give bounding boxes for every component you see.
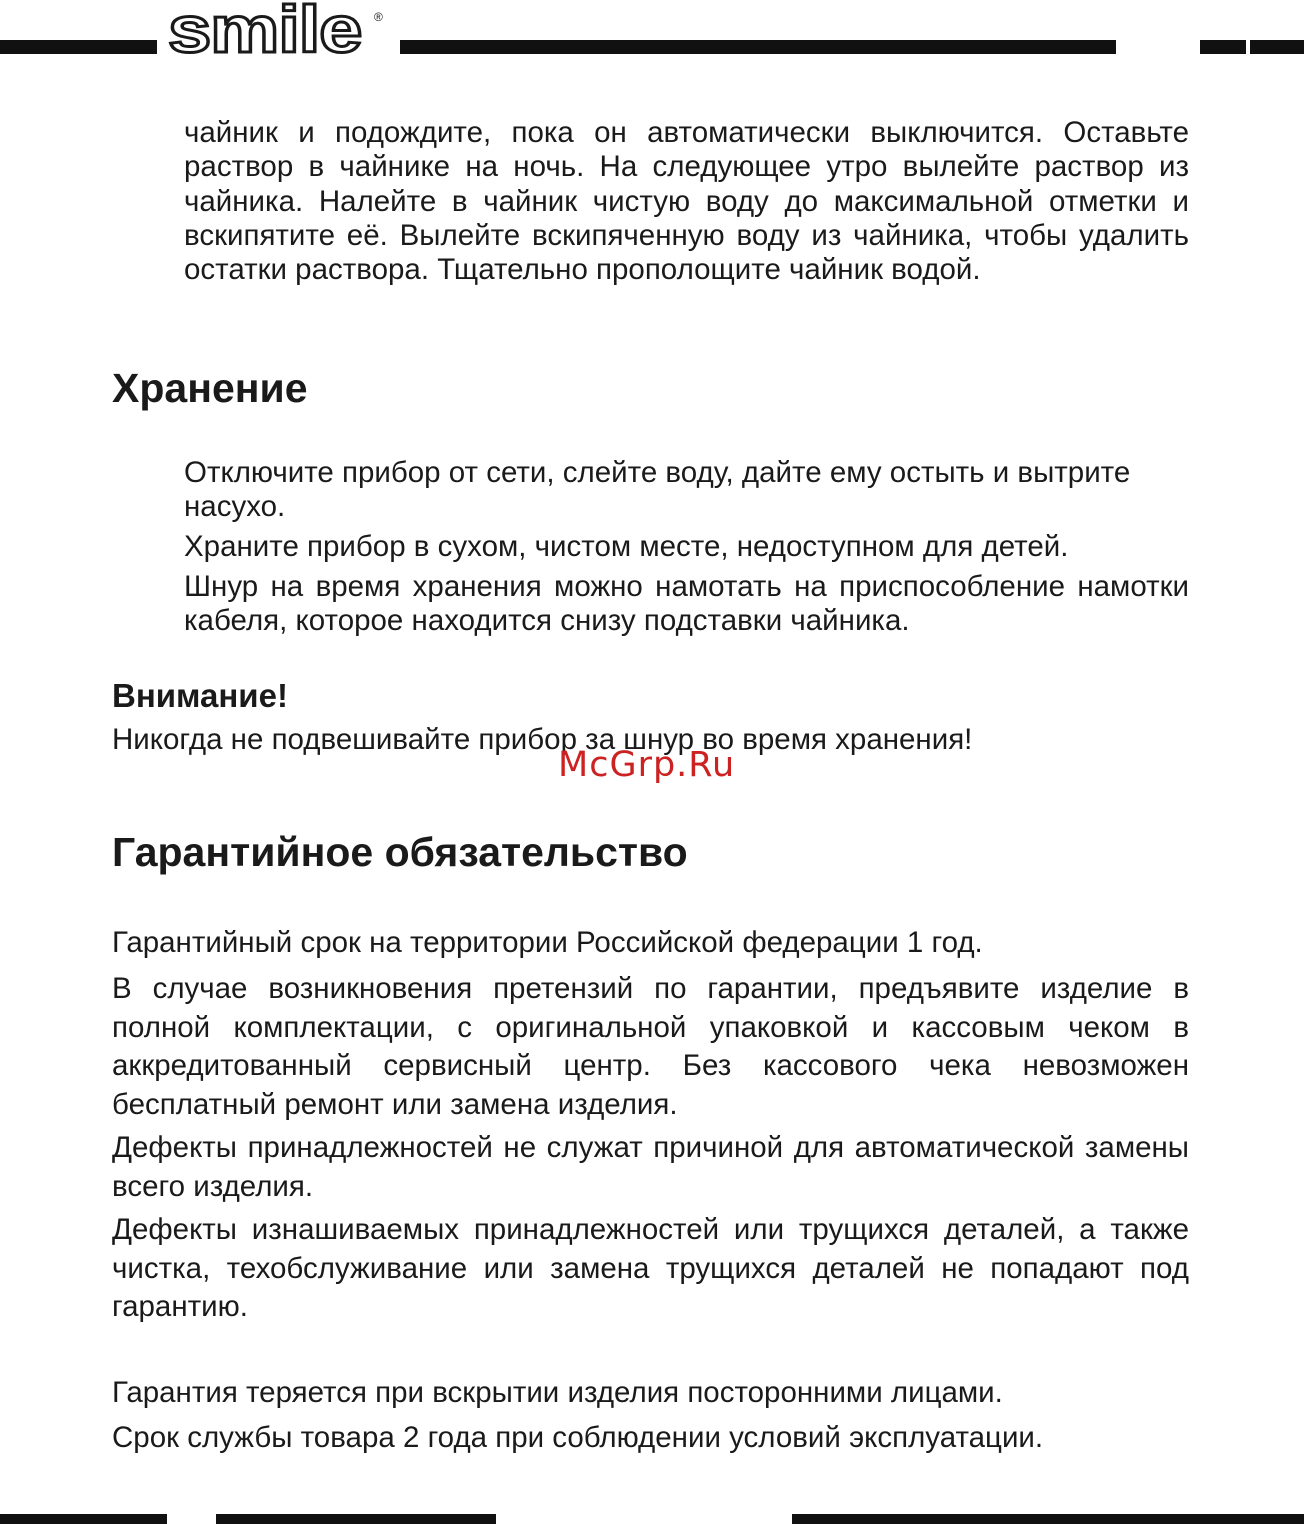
storage-heading: Хранение [112, 365, 308, 411]
header-bar-middle [400, 40, 1116, 54]
intro-paragraph: чайник и подождите, пока он автоматически выключится. Оставьте раствор в чайнике на ночь. На следующее утро вылейте раствор из чайника. Налейте в чайник чистую воду до максимальной отметки и вскипятите её. Вылейте вскипяченную воду из чайника, чтобы удалить остатки раствора. Тщательно прополощите чайник водой. [184, 116, 1189, 287]
storage-paragraph-2: Храните прибор в сухом, чистом месте, недоступном для детей. [184, 530, 1069, 563]
footer-bar-right [792, 1514, 1304, 1524]
attention-heading: Внимание! [112, 677, 288, 714]
warranty-heading: Гарантийное обязательство [112, 829, 688, 875]
warranty-paragraph-1: Гарантийный срок на территории Российской федерации 1 год. [112, 926, 983, 959]
header-bar-right-1 [1200, 40, 1246, 54]
footer-bar-left [0, 1514, 167, 1524]
header-bar-left [0, 40, 157, 54]
warranty-paragraph-5: Гарантия теряется при вскрытии изделия посторонними лицами. [112, 1376, 1003, 1409]
warranty-paragraph-3: Дефекты принадлежностей не служат причиной для автоматической замены всего изделия. [112, 1131, 1189, 1203]
brand-wordmark: smile [168, 0, 362, 66]
warranty-paragraph-6: Срок службы товара 2 года при соблюдении условий эксплуатации. [112, 1421, 1044, 1454]
warranty-paragraph-4: Дефекты изнашиваемых принадлежностей или трущихся деталей, а также чистка, техобслуживание или замена трущихся деталей не попадают под гарантию. [112, 1213, 1189, 1323]
attention-text: Никогда не подвешивайте прибор за шнур во время хранения! [112, 723, 973, 756]
smile-logo [168, 2, 390, 68]
watermark-text: McGrp.Ru [558, 745, 736, 785]
footer-bar-middle [216, 1514, 496, 1524]
storage-paragraph-3: Шнур на время хранения можно намотать на приспособление намотки кабеля, которое находится снизу подставки чайника. [184, 570, 1189, 638]
storage-paragraph-1: Отключите прибор от сети, слейте воду, дайте ему остыть и вытрите насухо. [184, 456, 1131, 524]
warranty-paragraph-2: В случае возникновения претензий по гарантии, предъявите изделие в полной комплектации, с оригинальной упаковкой и кассовым чеком в аккредитованный сервисный центр. Без кассового чека невозможен бесплатный ремонт или замена изделия. [112, 972, 1189, 1121]
header-bar-right-2 [1250, 40, 1304, 54]
registered-mark: ® [374, 10, 383, 24]
